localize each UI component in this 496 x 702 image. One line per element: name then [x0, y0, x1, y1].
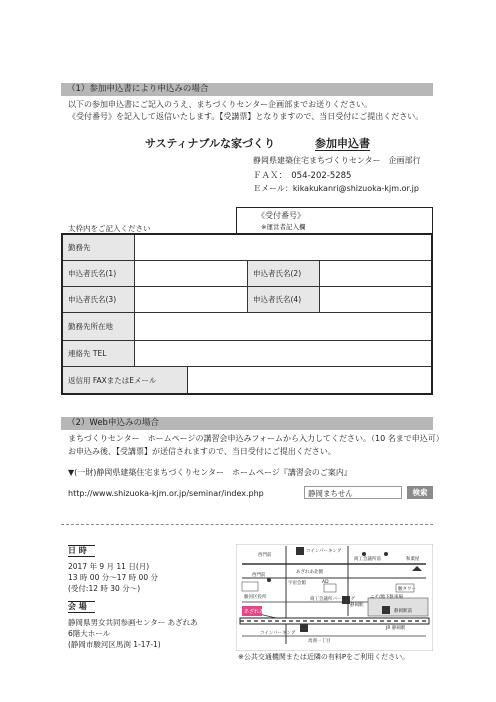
seminar-url[interactable]: http://www.shizuoka-kjm.or.jp/seminar/index.php [68, 489, 264, 498]
applicant4-field[interactable] [320, 287, 431, 312]
applicant1-field[interactable] [135, 261, 248, 286]
section1-line2: 《受付番号》を記入して返信いたします。【受講票】となりますので、当日受付にご提出ください。 [68, 112, 424, 121]
reply-label: 返信用 FAXまたはEメール [63, 367, 188, 393]
map-label-suruga-office: 駿河区役所 [244, 595, 267, 600]
map-label-coin-parking-south: コインパーキング [260, 631, 296, 636]
map-label-mabuchi: 馬渕一丁目 [308, 639, 331, 644]
applicant2-label: 申込者氏名(2) [248, 261, 320, 286]
row-reply [63, 367, 431, 393]
applicant2-field[interactable] [320, 261, 431, 286]
map-label-underground-parking: ニチ/地下駐車場 [370, 595, 404, 600]
map-label-tower: 駿タワー [398, 587, 416, 592]
address-field[interactable] [135, 313, 431, 340]
map-label-station: 静岡駅 [350, 603, 364, 608]
row-workplace [63, 235, 431, 261]
applicant3-field[interactable] [135, 287, 248, 312]
venue-name: 静岡県男女共同参画センター あざれあ [68, 618, 198, 627]
applicant1-label: 申込者氏名(1) [63, 261, 135, 286]
map-label-west-gate-2: 西門前 [252, 573, 266, 578]
form-org: 静岡県建築住宅まちづくりセンター 企画部行 [253, 156, 421, 165]
event-time: 13 時 00 分～17 時 00 分 [68, 573, 158, 582]
section2-line3: ▼(一財)静岡県建築住宅まちづくりセンター ホームページ『講習会のご案内』 [68, 468, 352, 477]
row-applicants-1-2 [63, 261, 431, 287]
venue-hall: 6階大ホール [68, 629, 111, 638]
receipt-number-box [236, 207, 433, 233]
row-address [63, 313, 431, 341]
search-input[interactable]: 静岡まちせん [304, 486, 402, 499]
form-title-sub: 参加申込書 [315, 137, 371, 150]
venue-address: (静岡市駿河区馬渕 1-17-1) [68, 640, 161, 649]
section2-line1: まちづくりセンター ホームページの講習会申込みフォームから入力してください。（10 名まで申込可） [68, 434, 444, 443]
map-label-azarea-north: あざれあ北側 [296, 570, 323, 575]
event-reception: (受付:12 時 30 分～) [68, 584, 141, 593]
row-tel [63, 341, 431, 367]
address-label: 勤務先所在地 [63, 313, 135, 340]
event-date: 2017 年 9 月 11 日(月) [68, 562, 150, 571]
search-button[interactable]: 検索 [407, 486, 433, 499]
map-label-ad: AD [322, 580, 329, 585]
tel-label: 連絡先 TEL [63, 341, 135, 366]
section1-header: （1）参加申込書により申込みの場合 [61, 83, 433, 96]
applicant3-label: 申込者氏名(3) [63, 287, 135, 312]
application-form-table [61, 233, 433, 395]
section2-header: （2）Web申込みの場合 [61, 417, 433, 430]
access-map [236, 544, 433, 651]
map-label-coin-parking-north: コインパーキング [306, 549, 342, 554]
map-label-hall: 宇宙会館 [288, 581, 306, 586]
map-label-west-gate: 西門前 [258, 553, 272, 558]
map-label-azarea: あざれあ [244, 609, 265, 615]
date-heading: 日 時 [68, 545, 95, 557]
row-applicants-3-4 [63, 287, 431, 313]
receipt-label: 《受付番号》 [257, 211, 305, 220]
fill-note: 太枠内をご記入ください [68, 224, 151, 233]
receipt-note: ※運営者記入欄 [261, 223, 306, 231]
form-fax: ＦＡＸ： 054-202-5285 [253, 171, 352, 181]
divider [61, 524, 433, 525]
form-title [145, 135, 370, 151]
form-title-main: サスティナブルな家づくり [145, 137, 276, 150]
venue-heading: 会 場 [68, 601, 95, 613]
workplace-field[interactable] [135, 235, 431, 260]
applicant4-label: 申込者氏名(4) [248, 287, 320, 312]
map-label-chamber-parking: 商工会議所パーキング [310, 597, 355, 602]
map-note: ※公共交通機関または近隣の有料Pをご利用ください。 [238, 653, 410, 661]
tel-field[interactable] [135, 341, 431, 366]
section2-line2: お申込み後、【受講票】が送信されますので、当日受付にご提出ください。 [68, 447, 336, 456]
map-label-jr-station: JR 静岡駅 [386, 626, 406, 631]
form-email: Ｅメール：kikakukanri@shizuoka-kjm.or.jp [253, 184, 419, 193]
map-label-chamber-stop: 商工会議所前 [354, 557, 381, 562]
map-label-station-front: 静岡駅前 [394, 609, 412, 614]
map-label-wagashi: 和菓屋 [406, 557, 420, 562]
reply-field[interactable] [188, 367, 431, 393]
workplace-label: 勤務先 [63, 235, 135, 260]
section1-line1: 以下の参加申込書にご記入のうえ、まちづくりセンター企画部までお送りください。 [68, 100, 373, 109]
